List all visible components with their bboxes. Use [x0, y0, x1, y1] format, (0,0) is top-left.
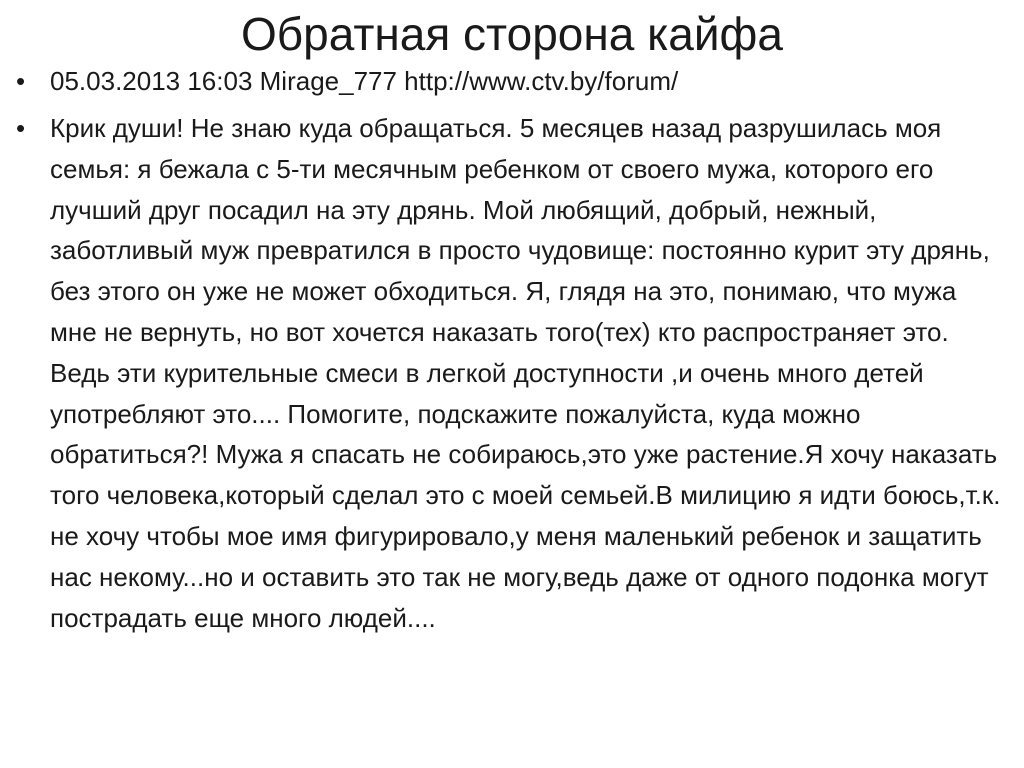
bullet-item-post-body	[14, 108, 1004, 638]
bullet-dot-icon: •	[16, 66, 26, 96]
bullet-dot-icon: •	[16, 113, 26, 143]
bullet-item-post-meta	[14, 64, 1004, 98]
post-meta-text: 05.03.2013 16:03 Mirage_777 http://www.ctv.by/forum/	[50, 66, 679, 96]
bullet-list	[14, 64, 1004, 638]
slide-title: Обратная сторона кайфа	[241, 8, 783, 60]
post-body-text: Крик души! Не знаю куда обращаться. 5 месяцев назад разрушилась моя семья: я бежала с 5-ти месячным ребенком от своего мужа, которого его лучший друг посадил на эту дрянь. Мой любящий, добрый, нежный, заботливый муж превратился в просто чудовище: постоянно курит эту дрянь, без этого он уже не может обходиться. Я, глядя на это, понимаю, что мужа мне не вернуть, но вот хочется наказать того(тех) кто распространяет это. Ведь эти курительные смеси в легкой доступности ,и очень много детей употребляют это.... Помогите, подскажите пожалуйста, куда можно обратиться?! Мужа я спасать не собираюсь,это уже растение.Я хочу наказать того человека,который сделал это с моей семьей.В милицию я идти боюсь,т.к. не хочу чтобы мое имя фигурировало,у меня маленький ребенок и защатить нас некому...но и оставить это так не могу,ведь даже от одного подонка могут пострадать еще много людей....	[50, 113, 1001, 633]
